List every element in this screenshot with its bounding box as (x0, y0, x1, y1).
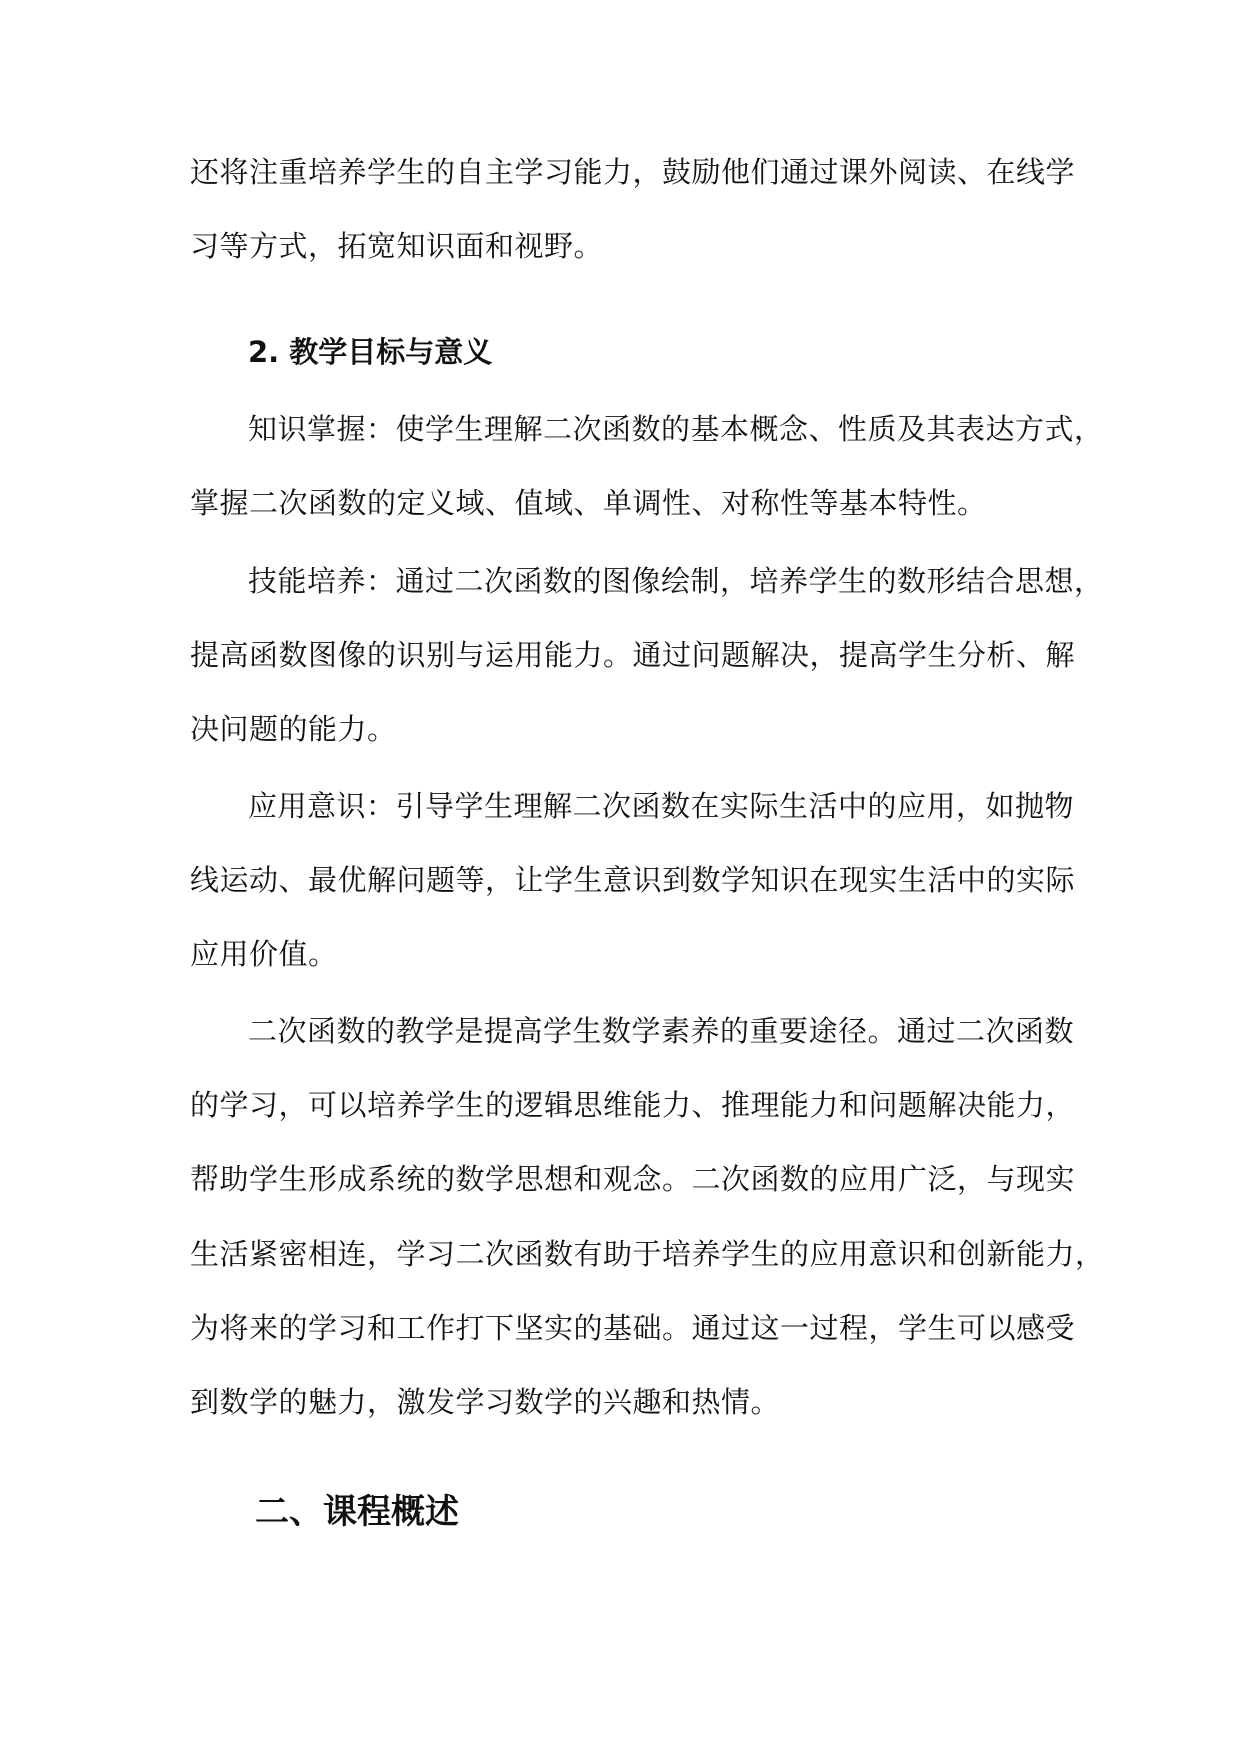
paragraph-application-line: 线运动、最优解问题等，让学生意识到数学知识在现实生活中的实际 (190, 863, 1076, 897)
intro-paragraph-line: 习等方式，拓宽知识面和视野。 (190, 229, 604, 263)
chapter-heading: 二、课程概述 (255, 1492, 459, 1532)
paragraph-significance-line: 二次函数的教学是提高学生数学素养的重要途径。通过二次函数 (248, 1014, 1075, 1048)
intro-paragraph-line: 还将注重培养学生的自主学习能力，鼓励他们通过课外阅读、在线学 (190, 155, 1076, 189)
paragraph-significance-line: 的学习，可以培养学生的逻辑思维能力、推理能力和问题解决能力， (190, 1088, 1076, 1122)
paragraph-skills-line: 提高函数图像的识别与运用能力。通过问题解决，提高学生分析、解 (190, 638, 1076, 672)
paragraph-application-line: 应用价值。 (190, 937, 338, 971)
paragraph-application-line: 应用意识：引导学生理解二次函数在实际生活中的应用，如抛物 (248, 789, 1075, 823)
paragraph-skills-line: 决问题的能力。 (190, 712, 397, 746)
paragraph-significance-line: 到数学的魅力，激发学习数学的兴趣和热情。 (190, 1385, 781, 1419)
paragraph-significance-line: 帮助学生形成系统的数学思想和观念。二次函数的应用广泛，与现实 (190, 1162, 1076, 1196)
paragraph-knowledge-line: 知识掌握：使学生理解二次函数的基本概念、性质及其表达方式， (248, 412, 1104, 446)
paragraph-significance-line: 为将来的学习和工作打下坚实的基础。通过这一过程，学生可以感受 (190, 1311, 1076, 1345)
paragraph-significance-line: 生活紧密相连，学习二次函数有助于培养学生的应用意识和创新能力， (190, 1237, 1105, 1271)
paragraph-skills-line: 技能培养：通过二次函数的图像绘制，培养学生的数形结合思想， (248, 564, 1104, 598)
section-heading: 2. 教学目标与意义 (248, 335, 493, 369)
paragraph-knowledge-line: 掌握二次函数的定义域、值域、单调性、对称性等基本特性。 (190, 486, 987, 520)
